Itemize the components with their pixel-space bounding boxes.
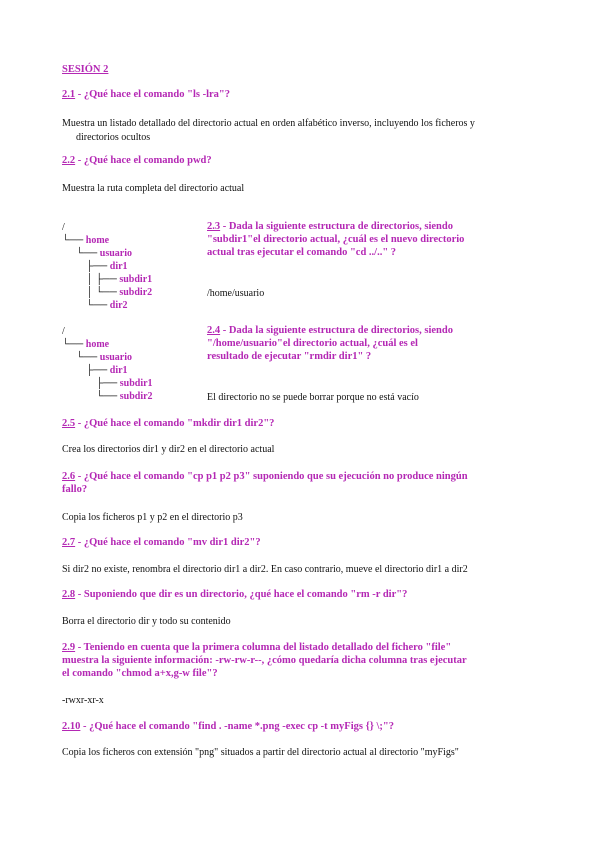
tree-node-dir1: ├── dir1 bbox=[86, 365, 128, 376]
answer-2-1-line1: Muestra un listado detallado del directorio actual en orden alfabético inverso, incluyendo los ficheros y bbox=[62, 118, 475, 129]
question-2-9-line3: el comando "chmod a+x,g-w file"? bbox=[62, 668, 218, 679]
tree-root: / bbox=[62, 326, 65, 337]
question-2-6-line2: fallo? bbox=[62, 484, 88, 495]
question-text: - ¿Qué hace el comando pwd? bbox=[75, 155, 212, 166]
question-2-3-line1: 2.3 - Dada la siguiente estructura de directorios, siendo bbox=[207, 221, 453, 232]
question-text: - Suponiendo que dir es un directorio, ¿qué hace el comando "rm -r dir"? bbox=[75, 589, 408, 600]
question-number: 2.4 bbox=[207, 325, 221, 336]
tree-node-subdir2: └── subdir2 bbox=[96, 391, 153, 402]
question-2-5 bbox=[62, 418, 274, 429]
question-2-6-line1: 2.6 - ¿Qué hace el comando "cp p1 p2 p3" suponiendo que su ejecución no produce ningún bbox=[62, 471, 468, 482]
answer-2-10: Copia los ficheros con extensión "png" situados a partir del directorio actual al directorio "myFigs" bbox=[62, 747, 459, 758]
question-number: 2.10 bbox=[62, 721, 81, 732]
tree-node-usuario: └── usuario bbox=[76, 248, 132, 259]
answer-2-6: Copia los ficheros p1 y p2 en el directorio p3 bbox=[62, 512, 243, 523]
tree-root: / bbox=[62, 222, 65, 233]
tree-node-subdir1: │ ├── subdir1 bbox=[86, 274, 153, 285]
answer-2-1-line2: directorios ocultos bbox=[76, 132, 151, 143]
answer-2-3: /home/usuario bbox=[207, 288, 265, 299]
question-text: - ¿Qué hace el comando "mkdir dir1 dir2"? bbox=[75, 418, 275, 429]
session-title: SESIÓN 2 bbox=[62, 64, 109, 75]
question-number: 2.2 bbox=[62, 155, 76, 166]
question-number: 2.3 bbox=[207, 221, 221, 232]
question-2-2 bbox=[62, 155, 212, 166]
question-number: 2.9 bbox=[62, 642, 76, 653]
tree-node-home: └── home bbox=[62, 339, 110, 350]
question-2-7 bbox=[62, 537, 261, 548]
question-2-10 bbox=[62, 721, 394, 732]
question-2-3-line3: actual tras ejecutar el comando "cd ../.." ? bbox=[207, 247, 397, 258]
question-number: 2.6 bbox=[62, 471, 76, 482]
question-2-4-line2: "/home/usuario"el directorio actual, ¿cuál es el bbox=[207, 338, 418, 349]
answer-2-5: Crea los directorios dir1 y dir2 en el directorio actual bbox=[62, 444, 275, 455]
tree-node-subdir2: │ └── subdir2 bbox=[86, 287, 153, 298]
question-2-1 bbox=[62, 89, 230, 100]
answer-2-4: El directorio no se puede borrar porque no está vacío bbox=[207, 392, 419, 403]
tree-node-dir1: ├── dir1 bbox=[86, 261, 128, 272]
question-2-9-line1: 2.9 - Teniendo en cuenta que la primera columna del listado detallado del fichero "file" bbox=[62, 642, 452, 653]
tree-node-usuario: └── usuario bbox=[76, 352, 132, 363]
tree-node-home: └── home bbox=[62, 235, 110, 246]
question-2-9-line2: muestra la siguiente información: -rw-rw-r--, ¿cómo quedaría dicha columna tras ejecutar bbox=[62, 655, 467, 666]
question-text: - ¿Qué hace el comando "find . -name *.png -exec cp -t myFigs {} \;"? bbox=[80, 721, 394, 732]
question-text: - ¿Qué hace el comando "ls -lra"? bbox=[75, 89, 230, 100]
answer-2-9: -rwxr-xr-x bbox=[62, 695, 104, 706]
question-number: 2.5 bbox=[62, 418, 76, 429]
answer-2-8: Borra el directorio dir y todo su contenido bbox=[62, 616, 231, 627]
question-text: - ¿Qué hace el comando "mv dir1 dir2"? bbox=[75, 537, 261, 548]
question-2-8 bbox=[62, 589, 407, 600]
answer-2-2: Muestra la ruta completa del directorio actual bbox=[62, 183, 245, 194]
question-2-3-line2: "subdir1"el directorio actual, ¿cuál es el nuevo directorio bbox=[207, 234, 465, 245]
question-2-4-line3: resultado de ejecutar "rmdir dir1" ? bbox=[207, 351, 372, 362]
tree-node-subdir1: ├── subdir1 bbox=[96, 378, 153, 389]
question-number: 2.7 bbox=[62, 537, 76, 548]
question-number: 2.8 bbox=[62, 589, 76, 600]
question-2-4-line1: 2.4 - Dada la siguiente estructura de directorios, siendo bbox=[207, 325, 453, 336]
tree-node-dir2: └── dir2 bbox=[86, 300, 128, 311]
question-number: 2.1 bbox=[62, 89, 76, 100]
answer-2-7: Si dir2 no existe, renombra el directorio dir1 a dir2. En caso contrario, mueve el directorio dir1 a dir2 bbox=[62, 564, 468, 575]
